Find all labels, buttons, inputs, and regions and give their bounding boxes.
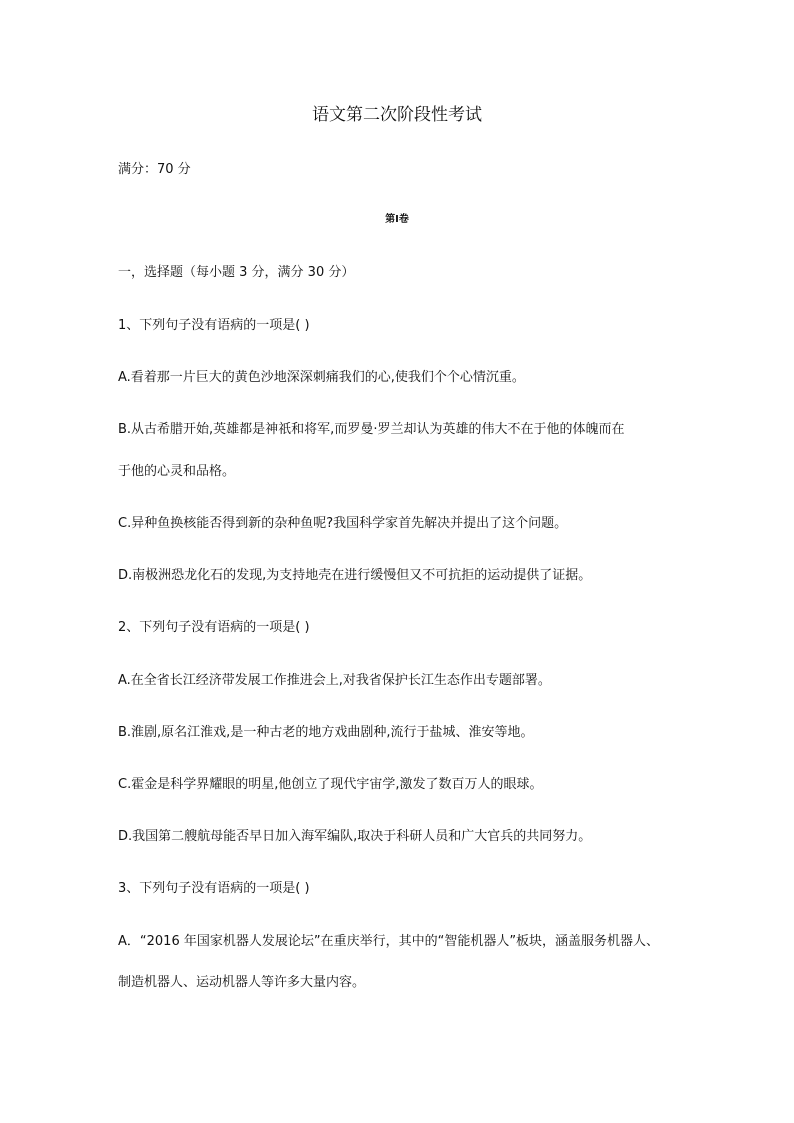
option-a: A．“2016 年国家机器人发展论坛”在重庆举行，其中的“智能机器人”板块，涵盖服务机器人、	[118, 934, 660, 949]
option-a: A.在全省长江经济带发展工作推进会上,对我省保护长江生态作出专题部署。	[118, 673, 551, 688]
option-a: A.看着那一片巨大的黄色沙地深深刺痛我们的心,使我们个个心情沉重。	[118, 370, 525, 385]
question-stem: 3、下列句子没有语病的一项是( )	[118, 881, 310, 896]
option-b: B.淮剧,原名江淮戏,是一种古老的地方戏曲剧种,流行于盐城、淮安等地。	[118, 725, 534, 740]
option-d: D.南极洲恐龙化石的发现,为支持地壳在进行缓慢但又不可抗拒的运动提供了证据。	[118, 568, 592, 583]
option-c: C.异种鱼换核能否得到新的杂种鱼呢?我国科学家首先解决并提出了这个问题。	[118, 516, 568, 531]
option-a-continued: 制造机器人、运动机器人等许多大量内容。	[118, 975, 366, 990]
option-d: D.我国第二艘航母能否早日加入海军编队,取决于科研人员和广大官兵的共同努力。	[118, 829, 592, 844]
question-stem: 1、下列句子没有语病的一项是( )	[118, 318, 310, 333]
exam-title: 语文第二次阶段性考试	[312, 105, 482, 125]
option-b: B.从古希腊开始,英雄都是神祇和将军,而罗曼·罗兰却认为英雄的伟大不在于他的体魄而在	[118, 422, 625, 437]
volume-label: 第Ⅰ卷	[385, 214, 409, 225]
option-b-continued: 于他的心灵和品格。	[118, 464, 236, 479]
full-score-line: 满分：70 分	[118, 162, 191, 177]
question-stem: 2、下列句子没有语病的一项是( )	[118, 620, 310, 635]
section-heading: 一，选择题（每小题 3 分，满分 30 分）	[118, 265, 355, 280]
option-c: C.霍金是科学界耀眼的明星,他创立了现代宇宙学,激发了数百万人的眼球。	[118, 777, 543, 792]
